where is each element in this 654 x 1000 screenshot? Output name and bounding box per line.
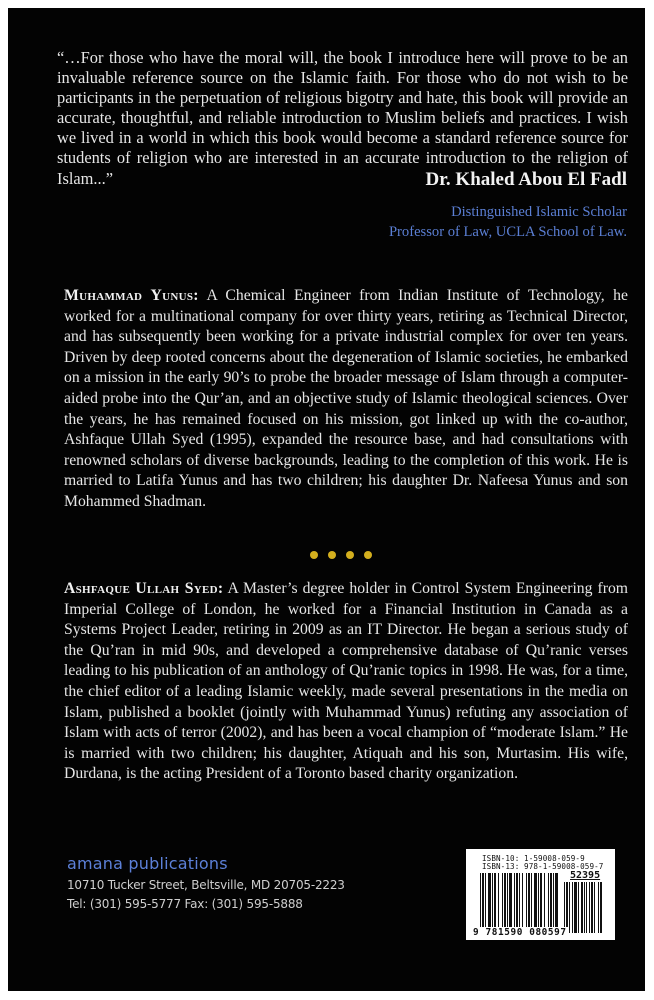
author-name-yunus: Muhammad Yunus: <box>64 287 199 304</box>
barcode-bar <box>581 882 583 933</box>
separator-dot <box>364 551 372 559</box>
barcode-bar <box>566 882 568 933</box>
isbn-10: ISBN-10: 1-59008-059-9 <box>482 854 585 863</box>
barcode-bar <box>594 882 595 933</box>
barcode-bar <box>522 873 523 932</box>
endorsement-quote <box>57 48 628 189</box>
barcode-bar <box>584 882 585 933</box>
quote-author-title: Distinguished Islamic Scholar <box>451 204 627 220</box>
quote-text: “…For those who have the moral will, the book I introduce here will prove to be an invaluable reference source on the Islamic faith. For those who do not wish to be participants in the perpetuation of religious bigotry and hate, this book will provide an accurate, thoughtful, and reliable introduction to Muslim beliefs and practices. I wish we lived in a world in which this book would become a standard reference source for students of religion who are interested in an accurate introduction to the religion of Islam...” <box>57 48 628 188</box>
barcode-bar <box>569 882 570 933</box>
barcode-bar <box>591 882 593 933</box>
barcode-bar <box>488 873 491 932</box>
quote-author-affiliation: Professor of Law, UCLA School of Law. <box>388 224 627 240</box>
barcode-bar <box>502 873 503 932</box>
barcode-bar <box>600 882 602 933</box>
barcode-bar <box>589 882 590 933</box>
separator-dot <box>346 551 354 559</box>
barcode-bar <box>492 873 493 932</box>
addon-barcode-bars <box>564 882 604 933</box>
author-bio-yunus <box>64 286 628 513</box>
publisher-logo: amana publications <box>67 854 228 873</box>
barcode-bar <box>550 873 552 932</box>
barcode-bar <box>578 882 579 933</box>
ean-barcode-bars <box>480 873 559 932</box>
author-bio-yunus-text: A Chemical Engineer from Indian Institute of Technology, he worked for a multinational company for over thirty years, retiring as Technical Director, and has subsequently been working for a private industrial complex for over ten years. Driven by deep rooted concerns about the degeneration of Islamic societies, he embarked on a mission in the early 90’s to probe the broader message of Islam through a computer-aided probe into the Qur’an, and an objective study of Islamic theological sciences. Over the years, he has remained focused on his mission, got linked up with the co-author, Ashfaque Ullah Syed (1995), expanded the resource base, and had consultations with renowned scholars of diverse backgrounds, leading to the completion of this work. He is married to Latifa Yunus and has two children; his daughter Dr. Nafeesa Yunus and son Mohammed Shadman. <box>64 287 628 510</box>
isbn-13: ISBN-13: 978-1-59008-059-7 <box>482 862 604 871</box>
barcode-bar <box>509 873 512 932</box>
author-bio-syed-text: A Master’s degree holder in Control System Engineering from Imperial College of London, he worked for a Financial Institution in Canada as a Systems Project Leader, retiring in 2009 as an IT Director. He began a serious study of the Qu’ran in mid 90s, and developed a comprehensive database of Qu’ranic verses leading to his publication of an anthology of Qu’ranic topics in 1998. He was, for a time, the chief editor of a leading Islamic weekly, made several presentations in the media on Islam, published a booklet (jointly with Muhammad Yunus) refuting any association of Islam with acts of terror (2002), and has been a vocal champion of “moderate Islam.” He is married with two children; his daughter, Atiquah and his son, Murtasim. His wife, Durdana, is the acting President of a Toronto based charity organization. <box>64 580 628 783</box>
barcode-bar <box>498 873 499 932</box>
barcode-bar <box>534 873 537 932</box>
ean-digits: 9 781590 080597 <box>473 927 567 938</box>
separator-dot <box>310 551 318 559</box>
barcode-bar <box>544 873 545 932</box>
barcode-bar <box>519 873 520 932</box>
publisher-phone: Tel: (301) 595-5777 Fax: (301) 595-5888 <box>67 897 303 911</box>
price-code: 52395 <box>570 870 601 881</box>
barcode-bar <box>494 873 496 932</box>
barcode-bar <box>574 882 577 933</box>
barcode-bar <box>526 873 527 932</box>
barcode-bar <box>482 873 484 932</box>
barcode-bar <box>598 882 599 933</box>
back-cover <box>8 8 645 991</box>
author-bio-syed <box>64 579 628 785</box>
barcode-bar <box>507 873 508 932</box>
barcode-bar <box>553 873 554 932</box>
barcode-bar <box>572 882 573 933</box>
publisher-address: 10710 Tucker Street, Beltsville, MD 20705-2223 <box>67 878 345 892</box>
barcode-bar <box>516 873 518 932</box>
barcode-bar <box>528 873 530 932</box>
barcode-bar <box>548 873 549 932</box>
isbn-barcode <box>466 849 615 940</box>
quote-author: Dr. Khaled Abou El Fadl <box>425 169 627 190</box>
barcode-bar <box>480 873 481 932</box>
author-name-syed: Ashfaque Ullah Syed: <box>64 580 224 597</box>
barcode-bar <box>564 882 565 933</box>
barcode-bar <box>538 873 539 932</box>
section-separator <box>310 551 372 559</box>
barcode-bar <box>540 873 542 932</box>
separator-dot <box>328 551 336 559</box>
barcode-bar <box>586 882 587 933</box>
barcode-bar <box>485 873 486 932</box>
barcode-bar <box>514 873 515 932</box>
barcode-bar <box>531 873 532 932</box>
barcode-bar <box>504 873 506 932</box>
barcode-bar <box>555 873 558 932</box>
